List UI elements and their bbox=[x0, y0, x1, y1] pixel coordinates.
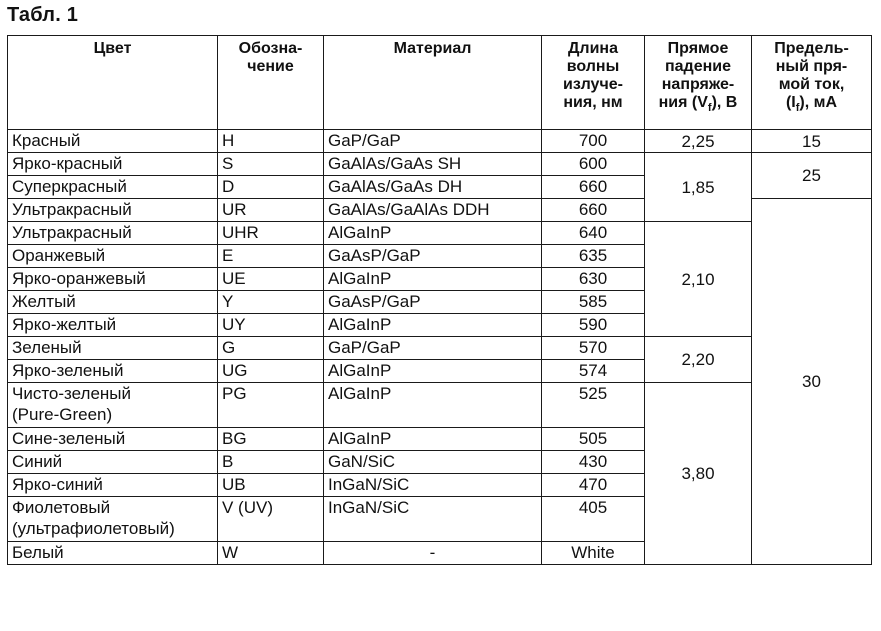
cell-wavelength: 660 bbox=[542, 199, 645, 222]
cell-color: Ультракрасный bbox=[8, 199, 218, 222]
cell-code: UHR bbox=[218, 222, 324, 245]
cell-wavelength: 600 bbox=[542, 153, 645, 176]
header-max-current: Предель- ный пря- мой ток, $(I_f)$, мА bbox=[752, 36, 872, 130]
cell-material: GaAsP/GaP bbox=[324, 291, 542, 314]
cell-code: G bbox=[218, 337, 324, 360]
cell-color: Желтый bbox=[8, 291, 218, 314]
table-title: Табл. 1 bbox=[7, 4, 79, 26]
cell-code: E bbox=[218, 245, 324, 268]
cell-wavelength: 630 bbox=[542, 268, 645, 291]
cell-wavelength: 570 bbox=[542, 337, 645, 360]
cell-material: AlGaInP bbox=[324, 360, 542, 383]
cell-material: GaP/GaP bbox=[324, 337, 542, 360]
cell-code: H bbox=[218, 130, 324, 153]
header-material: Материал bbox=[324, 36, 542, 130]
cell-code: BG bbox=[218, 428, 324, 451]
cell-color: Синий bbox=[8, 451, 218, 474]
cell-wavelength: 470 bbox=[542, 474, 645, 497]
header-forward-voltage: Прямое падение напряже- ния $(V_f)$, В bbox=[645, 36, 752, 130]
cell-code: UR bbox=[218, 199, 324, 222]
cell-color: Ярко-красный bbox=[8, 153, 218, 176]
cell-color: Сине-зеленый bbox=[8, 428, 218, 451]
header-color: Цвет bbox=[8, 36, 218, 130]
table-row bbox=[8, 130, 872, 153]
cell-voltage: 1,85 bbox=[645, 153, 752, 222]
cell-color: Ярко-желтый bbox=[8, 314, 218, 337]
led-parameters-table bbox=[7, 35, 872, 565]
cell-code: B bbox=[218, 451, 324, 474]
cell-material: AlGaInP bbox=[324, 428, 542, 451]
cell-material: - bbox=[324, 542, 542, 565]
cell-voltage: 2,25 bbox=[645, 130, 752, 153]
cell-code: UE bbox=[218, 268, 324, 291]
cell-material: AlGaInP bbox=[324, 383, 542, 428]
cell-material: GaAlAs/GaAs DH bbox=[324, 176, 542, 199]
cell-material: InGaN/SiC bbox=[324, 497, 542, 542]
cell-color: Ультракрасный bbox=[8, 222, 218, 245]
cell-color: Красный bbox=[8, 130, 218, 153]
cell-wavelength: 700 bbox=[542, 130, 645, 153]
cell-code: W bbox=[218, 542, 324, 565]
cell-code: PG bbox=[218, 383, 324, 428]
cell-voltage: 2,10 bbox=[645, 222, 752, 337]
cell-color: Ярко-синий bbox=[8, 474, 218, 497]
cell-wavelength: 660 bbox=[542, 176, 645, 199]
cell-wavelength: White bbox=[542, 542, 645, 565]
header-code: Обозна- чение bbox=[218, 36, 324, 130]
cell-material: AlGaInP bbox=[324, 222, 542, 245]
cell-material: GaN/SiC bbox=[324, 451, 542, 474]
table-row bbox=[8, 337, 872, 360]
cell-current: 30 bbox=[752, 199, 872, 565]
cell-material: AlGaInP bbox=[324, 314, 542, 337]
table-row bbox=[8, 383, 872, 428]
header-wavelength: Длина волны излуче- ния, нм bbox=[542, 36, 645, 130]
cell-color: Ярко-оранжевый bbox=[8, 268, 218, 291]
cell-color: Ярко-зеленый bbox=[8, 360, 218, 383]
cell-wavelength: 640 bbox=[542, 222, 645, 245]
cell-color: Фиолетовый (ультрафиолетовый) bbox=[8, 497, 218, 542]
cell-material: GaAlAs/GaAlAs DDH bbox=[324, 199, 542, 222]
cell-wavelength: 590 bbox=[542, 314, 645, 337]
cell-wavelength: 405 bbox=[542, 497, 645, 542]
cell-color: Чисто-зеленый (Pure-Green) bbox=[8, 383, 218, 428]
cell-material: AlGaInP bbox=[324, 268, 542, 291]
cell-code: UB bbox=[218, 474, 324, 497]
table-row bbox=[8, 222, 872, 245]
cell-code: UG bbox=[218, 360, 324, 383]
cell-current: 25 bbox=[752, 153, 872, 199]
cell-wavelength: 525 bbox=[542, 383, 645, 428]
cell-wavelength: 635 bbox=[542, 245, 645, 268]
cell-code: UY bbox=[218, 314, 324, 337]
cell-material: GaP/GaP bbox=[324, 130, 542, 153]
cell-code: V (UV) bbox=[218, 497, 324, 542]
cell-voltage: 3,80 bbox=[645, 383, 752, 565]
cell-wavelength: 585 bbox=[542, 291, 645, 314]
cell-material: GaAlAs/GaAs SH bbox=[324, 153, 542, 176]
table-row bbox=[8, 153, 872, 176]
cell-material: GaAsP/GaP bbox=[324, 245, 542, 268]
cell-color: Белый bbox=[8, 542, 218, 565]
cell-current: 15 bbox=[752, 130, 872, 153]
cell-color: Оранжевый bbox=[8, 245, 218, 268]
cell-code: Y bbox=[218, 291, 324, 314]
cell-material: InGaN/SiC bbox=[324, 474, 542, 497]
cell-wavelength: 505 bbox=[542, 428, 645, 451]
cell-code: S bbox=[218, 153, 324, 176]
cell-voltage: 2,20 bbox=[645, 337, 752, 383]
cell-color: Зеленый bbox=[8, 337, 218, 360]
cell-wavelength: 574 bbox=[542, 360, 645, 383]
cell-code: D bbox=[218, 176, 324, 199]
cell-wavelength: 430 bbox=[542, 451, 645, 474]
cell-color: Суперкрасный bbox=[8, 176, 218, 199]
